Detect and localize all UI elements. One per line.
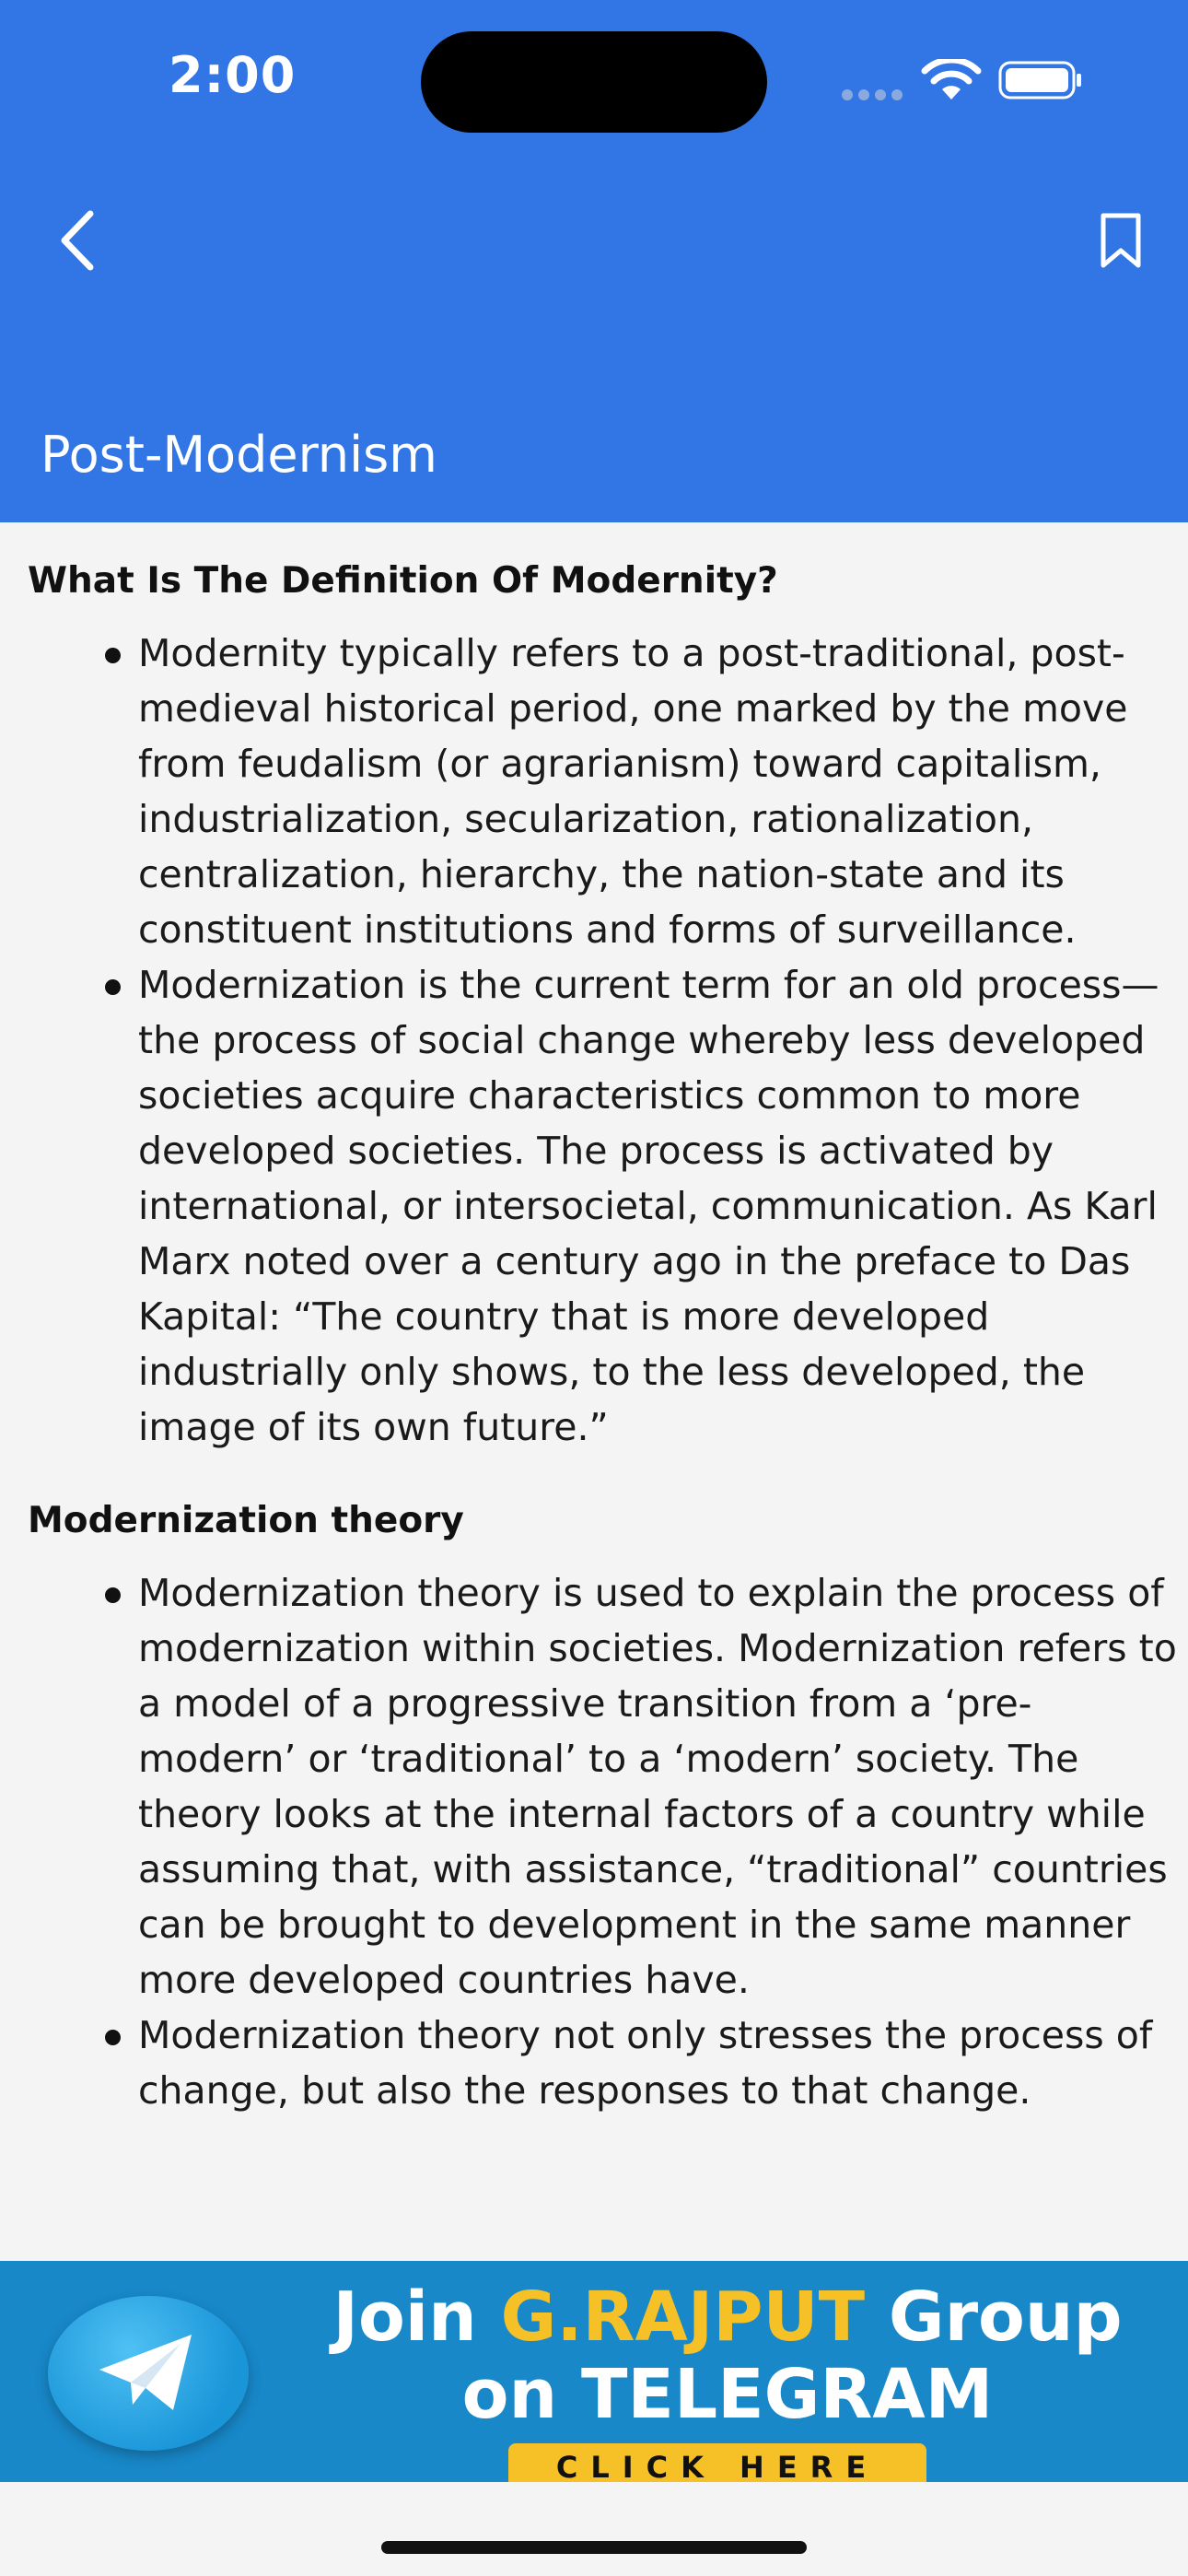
wifi-icon <box>921 59 982 101</box>
list-item: Modernization is the current term for an old process—the process of social change whereby less developed societies acquire characteristics common to more developed societies. The process is activated by international, or intersocietal, communication. As Karl Marx noted over a century ago in the preface to Das Kapital: “The country that is more developed industrially only shows, to the less developed, the image of its own future.” <box>138 957 1188 1455</box>
banner-subline: on TELEGRAM <box>461 2355 994 2434</box>
list-item: Modernization theory not only stresses the process of change, but also the responses to that change. <box>138 2008 1188 2118</box>
section-heading: Modernization theory <box>28 1500 464 1541</box>
battery-icon <box>998 61 1083 100</box>
telegram-icon <box>48 2296 249 2451</box>
click-here-button[interactable]: CLICK HERE <box>508 2443 926 2482</box>
cellular-signal-icon <box>842 87 908 104</box>
list-item: Modernity typically refers to a post-traditional, post-medieval historical period, one marked by the move from feudalism (or agrarianism) toward capitalism, industrialization, secularization, rationalization, centralization, hierarchy, the nation-state and its constituent institutions and forms of surveillance. <box>138 626 1188 957</box>
bookmark-icon <box>1103 216 1138 265</box>
telegram-ad-banner[interactable] <box>0 2261 1188 2482</box>
bottom-safe-area <box>0 2482 1188 2576</box>
status-time: 2:00 <box>169 46 297 104</box>
banner-group: Group <box>888 2277 1123 2357</box>
bullet-list <box>0 626 1188 1455</box>
banner-join: Join <box>332 2277 477 2357</box>
back-button[interactable] <box>55 208 101 273</box>
bullet-list <box>0 1565 1188 2118</box>
list-item: Modernization theory is used to explain the process of modernization within societies. Modernization refers to a model of a progressive transition from a ‘pre-modern’ or ‘traditional’ to a ‘modern’ society. The theory looks at the internal factors of a country while assuming that, with assistance, “traditional” countries can be brought to development in the same manner more developed countries have. <box>138 1565 1188 2008</box>
bookmark-button[interactable] <box>1098 212 1144 269</box>
page-title: Post-Modernism <box>41 426 437 484</box>
home-indicator[interactable] <box>381 2541 807 2554</box>
chevron-left-icon <box>64 214 90 267</box>
app-header <box>0 0 1188 522</box>
section-heading: What Is The Definition Of Modernity? <box>28 560 778 602</box>
banner-headline <box>313 2276 1142 2359</box>
dynamic-island <box>421 31 767 133</box>
article-content[interactable] <box>0 522 1188 2261</box>
banner-brand: G.RAJPUT <box>500 2277 866 2357</box>
